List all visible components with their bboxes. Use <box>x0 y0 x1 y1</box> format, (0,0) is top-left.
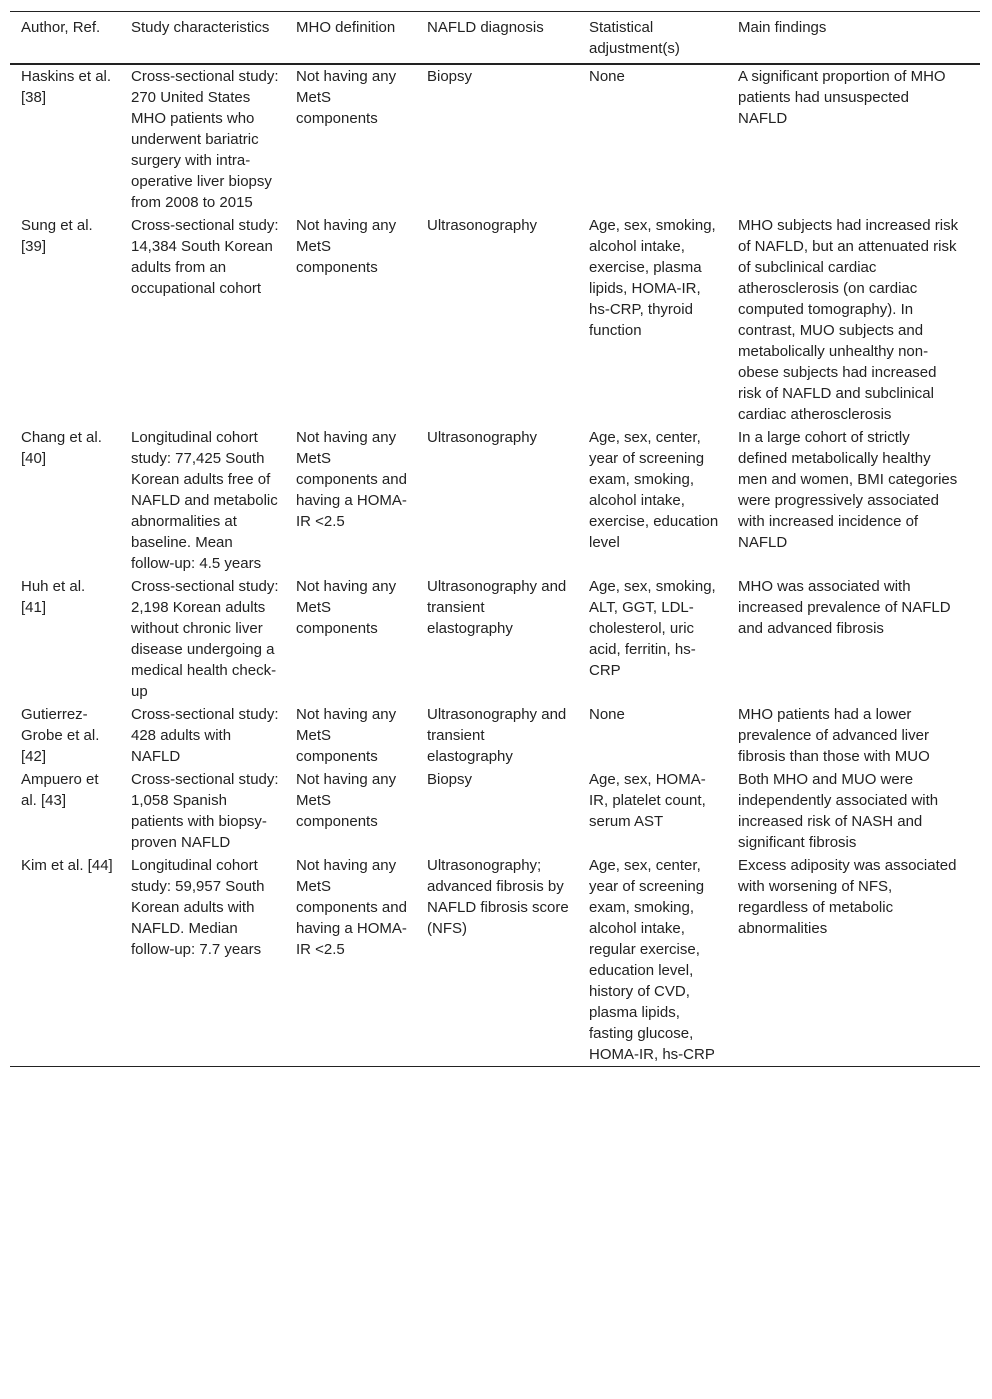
cell-nafld-diagnosis: Ultrasonography; advanced fibrosis by NAFLD fibrosis score (NFS) <box>427 857 569 937</box>
header-author: Author, Ref. <box>21 19 101 36</box>
cell-mho-definition: Not having any MetS components <box>296 578 397 637</box>
cell-statistical-adjustments: Age, sex, smoking, ALT, GGT, LDL-cholesterol, uric acid, ferritin, hs-CRP <box>589 578 716 679</box>
cell-mho-definition: Not having any MetS components <box>296 706 397 765</box>
table-row <box>10 575 980 703</box>
cell-mho-definition: Not having any MetS components <box>296 68 397 127</box>
cell-author: Ampuero et al. [43] <box>21 771 99 809</box>
cell-study-characteristics: Cross-sectional study: 2,198 Korean adults without chronic liver disease undergoing a medical health check-up <box>131 578 279 700</box>
header-main-findings: Main findings <box>738 19 827 36</box>
table-row <box>10 854 980 1067</box>
cell-study-characteristics: Cross-sectional study: 14,384 South Korean adults from an occupational cohort <box>131 217 279 297</box>
header-statistical-adjustments: Statistical adjustment(s) <box>589 19 680 57</box>
table-container <box>10 11 980 1067</box>
cell-statistical-adjustments: Age, sex, HOMA-IR, platelet count, serum AST <box>589 771 706 830</box>
cell-nafld-diagnosis: Ultrasonography and transient elastography <box>427 706 567 765</box>
table-header-row <box>10 12 980 65</box>
cell-author: Haskins et al. [38] <box>21 68 112 106</box>
cell-author: Gutierrez-Grobe et al. [42] <box>21 706 100 765</box>
cell-mho-definition: Not having any MetS components <box>296 771 397 830</box>
table-row <box>10 214 980 426</box>
cell-author: Kim et al. [44] <box>21 857 113 874</box>
studies-table <box>10 11 980 1067</box>
cell-author: Huh et al. [41] <box>21 578 86 616</box>
cell-mho-definition: Not having any MetS components and having a HOMA-IR <2.5 <box>296 857 407 958</box>
cell-main-findings: Excess adiposity was associated with worsening of NFS, regardless of metabolic abnormalities <box>738 857 957 937</box>
cell-nafld-diagnosis: Biopsy <box>427 68 473 85</box>
table-row <box>10 703 980 768</box>
header-mho-definition: MHO definition <box>296 19 396 36</box>
cell-nafld-diagnosis: Ultrasonography and transient elastography <box>427 578 567 637</box>
cell-study-characteristics: Longitudinal cohort study: 77,425 South Korean adults free of NAFLD and metabolic abnormalities at baseline. Mean follow-up: 4.5 years <box>131 429 278 572</box>
table-row <box>10 64 980 214</box>
cell-study-characteristics: Cross-sectional study: 428 adults with NAFLD <box>131 706 279 765</box>
cell-main-findings: MHO was associated with increased prevalence of NAFLD and advanced fibrosis <box>738 578 951 637</box>
cell-mho-definition: Not having any MetS components and having a HOMA-IR <2.5 <box>296 429 407 530</box>
cell-main-findings: MHO subjects had increased risk of NAFLD, but an attenuated risk of subclinical cardiac atherosclerosis (on cardiac computed tomography). In contrast, MUO subjects and metabolically unhealthy non-obese subjects had increased risk of NAFLD and subclinical cardiac atherosclerosis <box>738 217 959 423</box>
header-nafld-diagnosis: NAFLD diagnosis <box>427 19 544 36</box>
cell-statistical-adjustments: Age, sex, smoking, alcohol intake, exercise, plasma lipids, HOMA-IR, hs-CRP, thyroid function <box>589 217 716 339</box>
cell-author: Sung et al. [39] <box>21 217 93 255</box>
cell-statistical-adjustments: Age, sex, center, year of screening exam, smoking, alcohol intake, regular exercise, education level, history of CVD, plasma lipids, fasting glucose, HOMA-IR, hs-CRP <box>589 857 715 1063</box>
cell-nafld-diagnosis: Biopsy <box>427 771 473 788</box>
cell-statistical-adjustments: None <box>589 68 625 85</box>
cell-study-characteristics: Cross-sectional study: 270 United States MHO patients who underwent bariatric surgery with intra-operative liver biopsy from 2008 to 2015 <box>131 68 279 211</box>
cell-statistical-adjustments: Age, sex, center, year of screening exam, smoking, alcohol intake, exercise, education level <box>589 429 719 551</box>
cell-main-findings: In a large cohort of strictly defined metabolically healthy men and women, BMI categories were progressively associated with increased incidence of NAFLD <box>738 429 958 551</box>
table-row <box>10 768 980 854</box>
cell-author: Chang et al. [40] <box>21 429 102 467</box>
table-row <box>10 426 980 575</box>
cell-main-findings: A significant proportion of MHO patients had unsuspected NAFLD <box>738 68 946 127</box>
cell-nafld-diagnosis: Ultrasonography <box>427 217 538 234</box>
cell-main-findings: Both MHO and MUO were independently associated with increased risk of NASH and significant fibrosis <box>738 771 939 851</box>
cell-statistical-adjustments: None <box>589 706 625 723</box>
header-study-characteristics: Study characteristics <box>131 19 270 36</box>
cell-main-findings: MHO patients had a lower prevalence of advanced liver fibrosis than those with MUO <box>738 706 930 765</box>
cell-nafld-diagnosis: Ultrasonography <box>427 429 538 446</box>
cell-study-characteristics: Cross-sectional study: 1,058 Spanish patients with biopsy-proven NAFLD <box>131 771 279 851</box>
cell-study-characteristics: Longitudinal cohort study: 59,957 South Korean adults with NAFLD. Median follow-up: 7.7 years <box>131 857 265 958</box>
cell-mho-definition: Not having any MetS components <box>296 217 397 276</box>
